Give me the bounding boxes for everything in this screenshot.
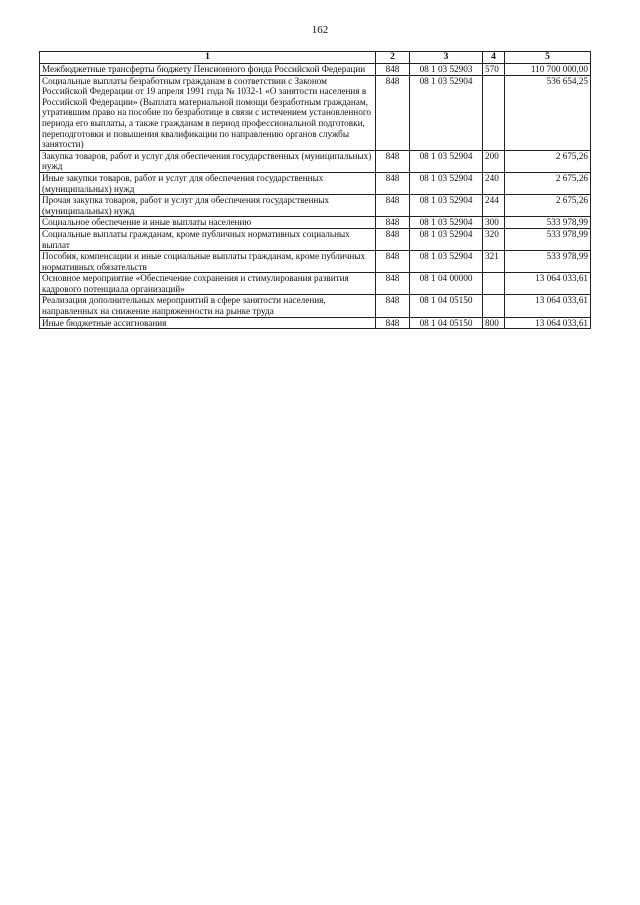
row-ministry-code: 848 (376, 217, 410, 229)
table-body (40, 64, 591, 329)
table-row (40, 228, 591, 250)
row-target-article: 08 1 03 52904 (410, 217, 483, 229)
row-ministry-code: 848 (376, 64, 410, 76)
row-target-article: 08 1 03 52904 (410, 172, 483, 194)
row-target-article: 08 1 03 52904 (410, 75, 483, 150)
table-row (40, 150, 591, 172)
row-amount: 13 064 033,61 (505, 273, 591, 295)
table-row (40, 295, 591, 317)
row-target-article: 08 1 03 52904 (410, 228, 483, 250)
row-ministry-code: 848 (376, 150, 410, 172)
row-amount: 13 064 033,61 (505, 295, 591, 317)
table-row (40, 75, 591, 150)
row-ministry-code: 848 (376, 228, 410, 250)
row-expense-type: 200 (483, 150, 505, 172)
row-ministry-code: 848 (376, 295, 410, 317)
table-row (40, 172, 591, 194)
row-description: Иные закупки товаров, работ и услуг для обеспечения государственных (муниципальных) нужд (40, 172, 376, 194)
row-description: Реализация дополнительных мероприятий в сфере занятости населения, направленных на снижение напряженности на рынке труда (40, 295, 376, 317)
row-description: Прочая закупка товаров, работ и услуг для обеспечения государственных (муниципальных) нужд (40, 195, 376, 217)
row-description: Социальное обеспечение и иные выплаты населению (40, 217, 376, 229)
row-target-article: 08 1 04 05150 (410, 317, 483, 329)
row-ministry-code: 848 (376, 251, 410, 273)
row-target-article: 08 1 03 52904 (410, 150, 483, 172)
row-ministry-code: 848 (376, 75, 410, 150)
header-col-2: 2 (376, 52, 410, 64)
row-target-article: 08 1 04 00000 (410, 273, 483, 295)
row-expense-type: 570 (483, 64, 505, 76)
row-expense-type: 300 (483, 217, 505, 229)
header-col-5: 5 (505, 52, 591, 64)
table-header-row (40, 52, 591, 64)
row-amount: 533 978,99 (505, 228, 591, 250)
row-amount: 533 978,99 (505, 251, 591, 273)
header-col-4: 4 (483, 52, 505, 64)
table-row (40, 64, 591, 76)
table-row (40, 217, 591, 229)
row-expense-type (483, 75, 505, 150)
row-expense-type: 244 (483, 195, 505, 217)
row-ministry-code: 848 (376, 273, 410, 295)
row-description: Закупка товаров, работ и услуг для обеспечения государственных (муниципальных) нужд (40, 150, 376, 172)
page-number: 162 (311, 24, 329, 36)
table-row (40, 317, 591, 329)
table-row (40, 195, 591, 217)
header-col-3: 3 (410, 52, 483, 64)
row-target-article: 08 1 03 52904 (410, 251, 483, 273)
row-ministry-code: 848 (376, 317, 410, 329)
row-expense-type: 240 (483, 172, 505, 194)
row-amount: 2 675,26 (505, 172, 591, 194)
row-amount: 110 700 000,00 (505, 64, 591, 76)
row-ministry-code: 848 (376, 172, 410, 194)
row-target-article: 08 1 04 05150 (410, 295, 483, 317)
budget-table (39, 51, 591, 329)
row-target-article: 08 1 03 52903 (410, 64, 483, 76)
row-amount: 2 675,26 (505, 195, 591, 217)
row-expense-type: 800 (483, 317, 505, 329)
row-amount: 13 064 033,61 (505, 317, 591, 329)
row-amount: 533 978,99 (505, 217, 591, 229)
header-col-1: 1 (40, 52, 376, 64)
row-amount: 2 675,26 (505, 150, 591, 172)
row-target-article: 08 1 03 52904 (410, 195, 483, 217)
row-expense-type (483, 295, 505, 317)
table-row (40, 273, 591, 295)
row-expense-type (483, 273, 505, 295)
row-ministry-code: 848 (376, 195, 410, 217)
row-amount: 536 654,25 (505, 75, 591, 150)
row-expense-type: 321 (483, 251, 505, 273)
row-description: Пособия, компенсации и иные социальные выплаты гражданам, кроме публичных нормативных обязательств (40, 251, 376, 273)
row-description: Иные бюджетные ассигнования (40, 317, 376, 329)
row-expense-type: 320 (483, 228, 505, 250)
row-description: Социальные выплаты безработным гражданам в соответствии с Законом Российской Федерации от 19 апреля 1991 года № 1032-1 «О занятости населения в Российской Федерации» (Выплата материальной помощи безработным гражданам, утратившим право на пособие по безработице в связи с истечением установленного периода его выплаты, а также гражданам в период профессиональной подготовки, переподготовки и повышения квалификации по направлению органов службы занятости) (40, 75, 376, 150)
row-description: Социальные выплаты гражданам, кроме публичных нормативных социальных выплат (40, 228, 376, 250)
row-description: Межбюджетные трансферты бюджету Пенсионного фонда Российской Федерации (40, 64, 376, 76)
row-description: Основное мероприятие «Обеспечение сохранения и стимулирования развития кадрового потенциала организаций» (40, 273, 376, 295)
table-row (40, 251, 591, 273)
